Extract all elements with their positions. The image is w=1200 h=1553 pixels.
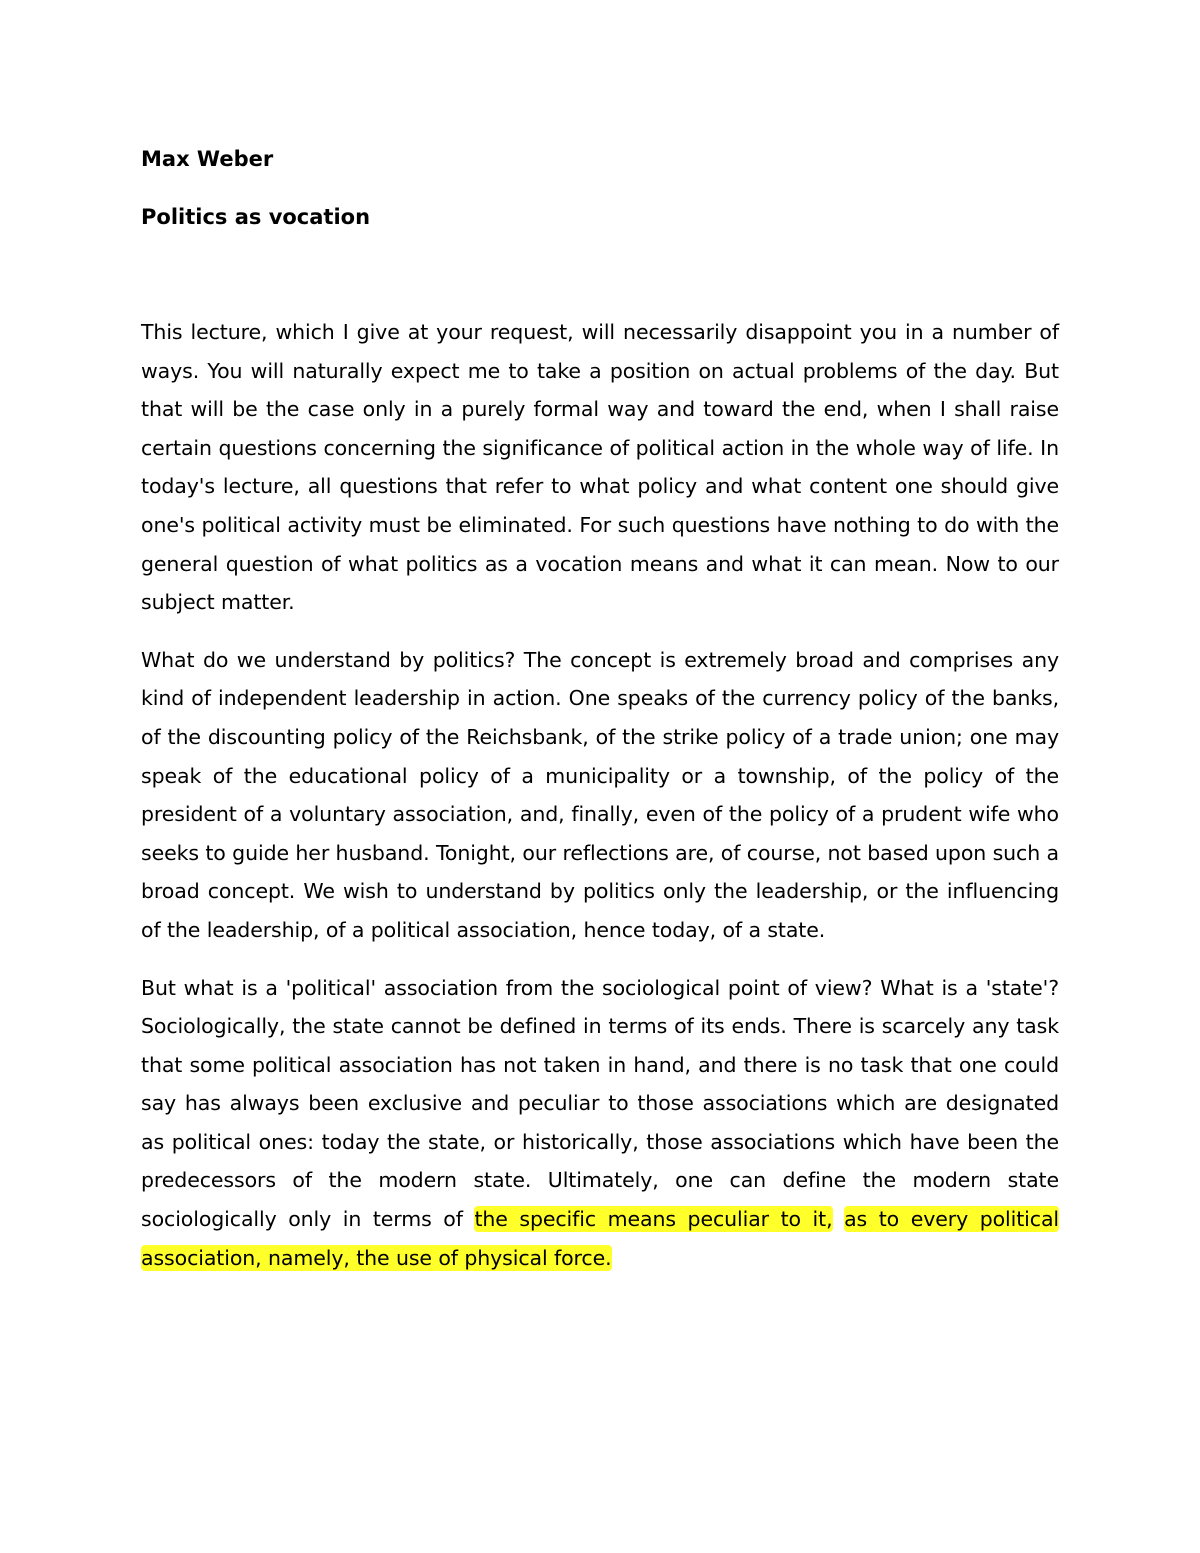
highlight-specific-means: the specific means peculiar to it, [474,1207,833,1232]
highlight-physical-force: as to every political association, namely, the use of physical force. [141,1207,1059,1270]
paragraph-2: What do we understand by politics? The concept is extremely broad and comprises any kind of independent leadership in action. One speaks of the currency policy of the banks, of the discounting policy of the Reichsbank, of the strike policy of a trade union; one may speak of the educational policy of a municipality or a township, of the policy of the president of a voluntary association, and, finally, even of the policy of a prudent wife who seeks to guide her husband. Tonight, our reflections are, of course, not based upon such a broad concept. We wish to understand by politics only the leadership, or the influencing of the leadership, of a political association, hence today, of a state. [141,647,1059,942]
document-title: Politics as vocation [141,205,371,229]
paragraph-3-text: But what is a 'political' association from the sociological point of view? What is a 'state'? Sociologically, the state cannot be defined in terms of its ends. There is scarcely any task that some political association has not taken in hand, and there is no task that one could say has always been exclusive and peculiar to those associations which are designated as political ones: today the state, or historically, those associations which have been the predecessors of the modern state. Ultimately, one can define the modern state sociologically only in terms of [141,975,1059,1232]
document-author: Max Weber [141,147,274,171]
highlight-separator [833,1207,845,1231]
paragraph-1: This lecture, which I give at your request, will necessarily disappoint you in a number of ways. You will naturally expect me to take a position on actual problems of the day. But that will be the case only in a purely formal way and toward the end, when I shall raise certain questions concerning the significance of political action in the whole way of life. In today's lecture, all questions that refer to what policy and what content one should give one's political activity must be eliminated. For such questions have nothing to do with the general question of what politics as a vocation means and what it can mean. Now to our subject matter. [141,320,1059,615]
document-page [141,140,1059,1296]
paragraph-3 [141,969,1059,1278]
